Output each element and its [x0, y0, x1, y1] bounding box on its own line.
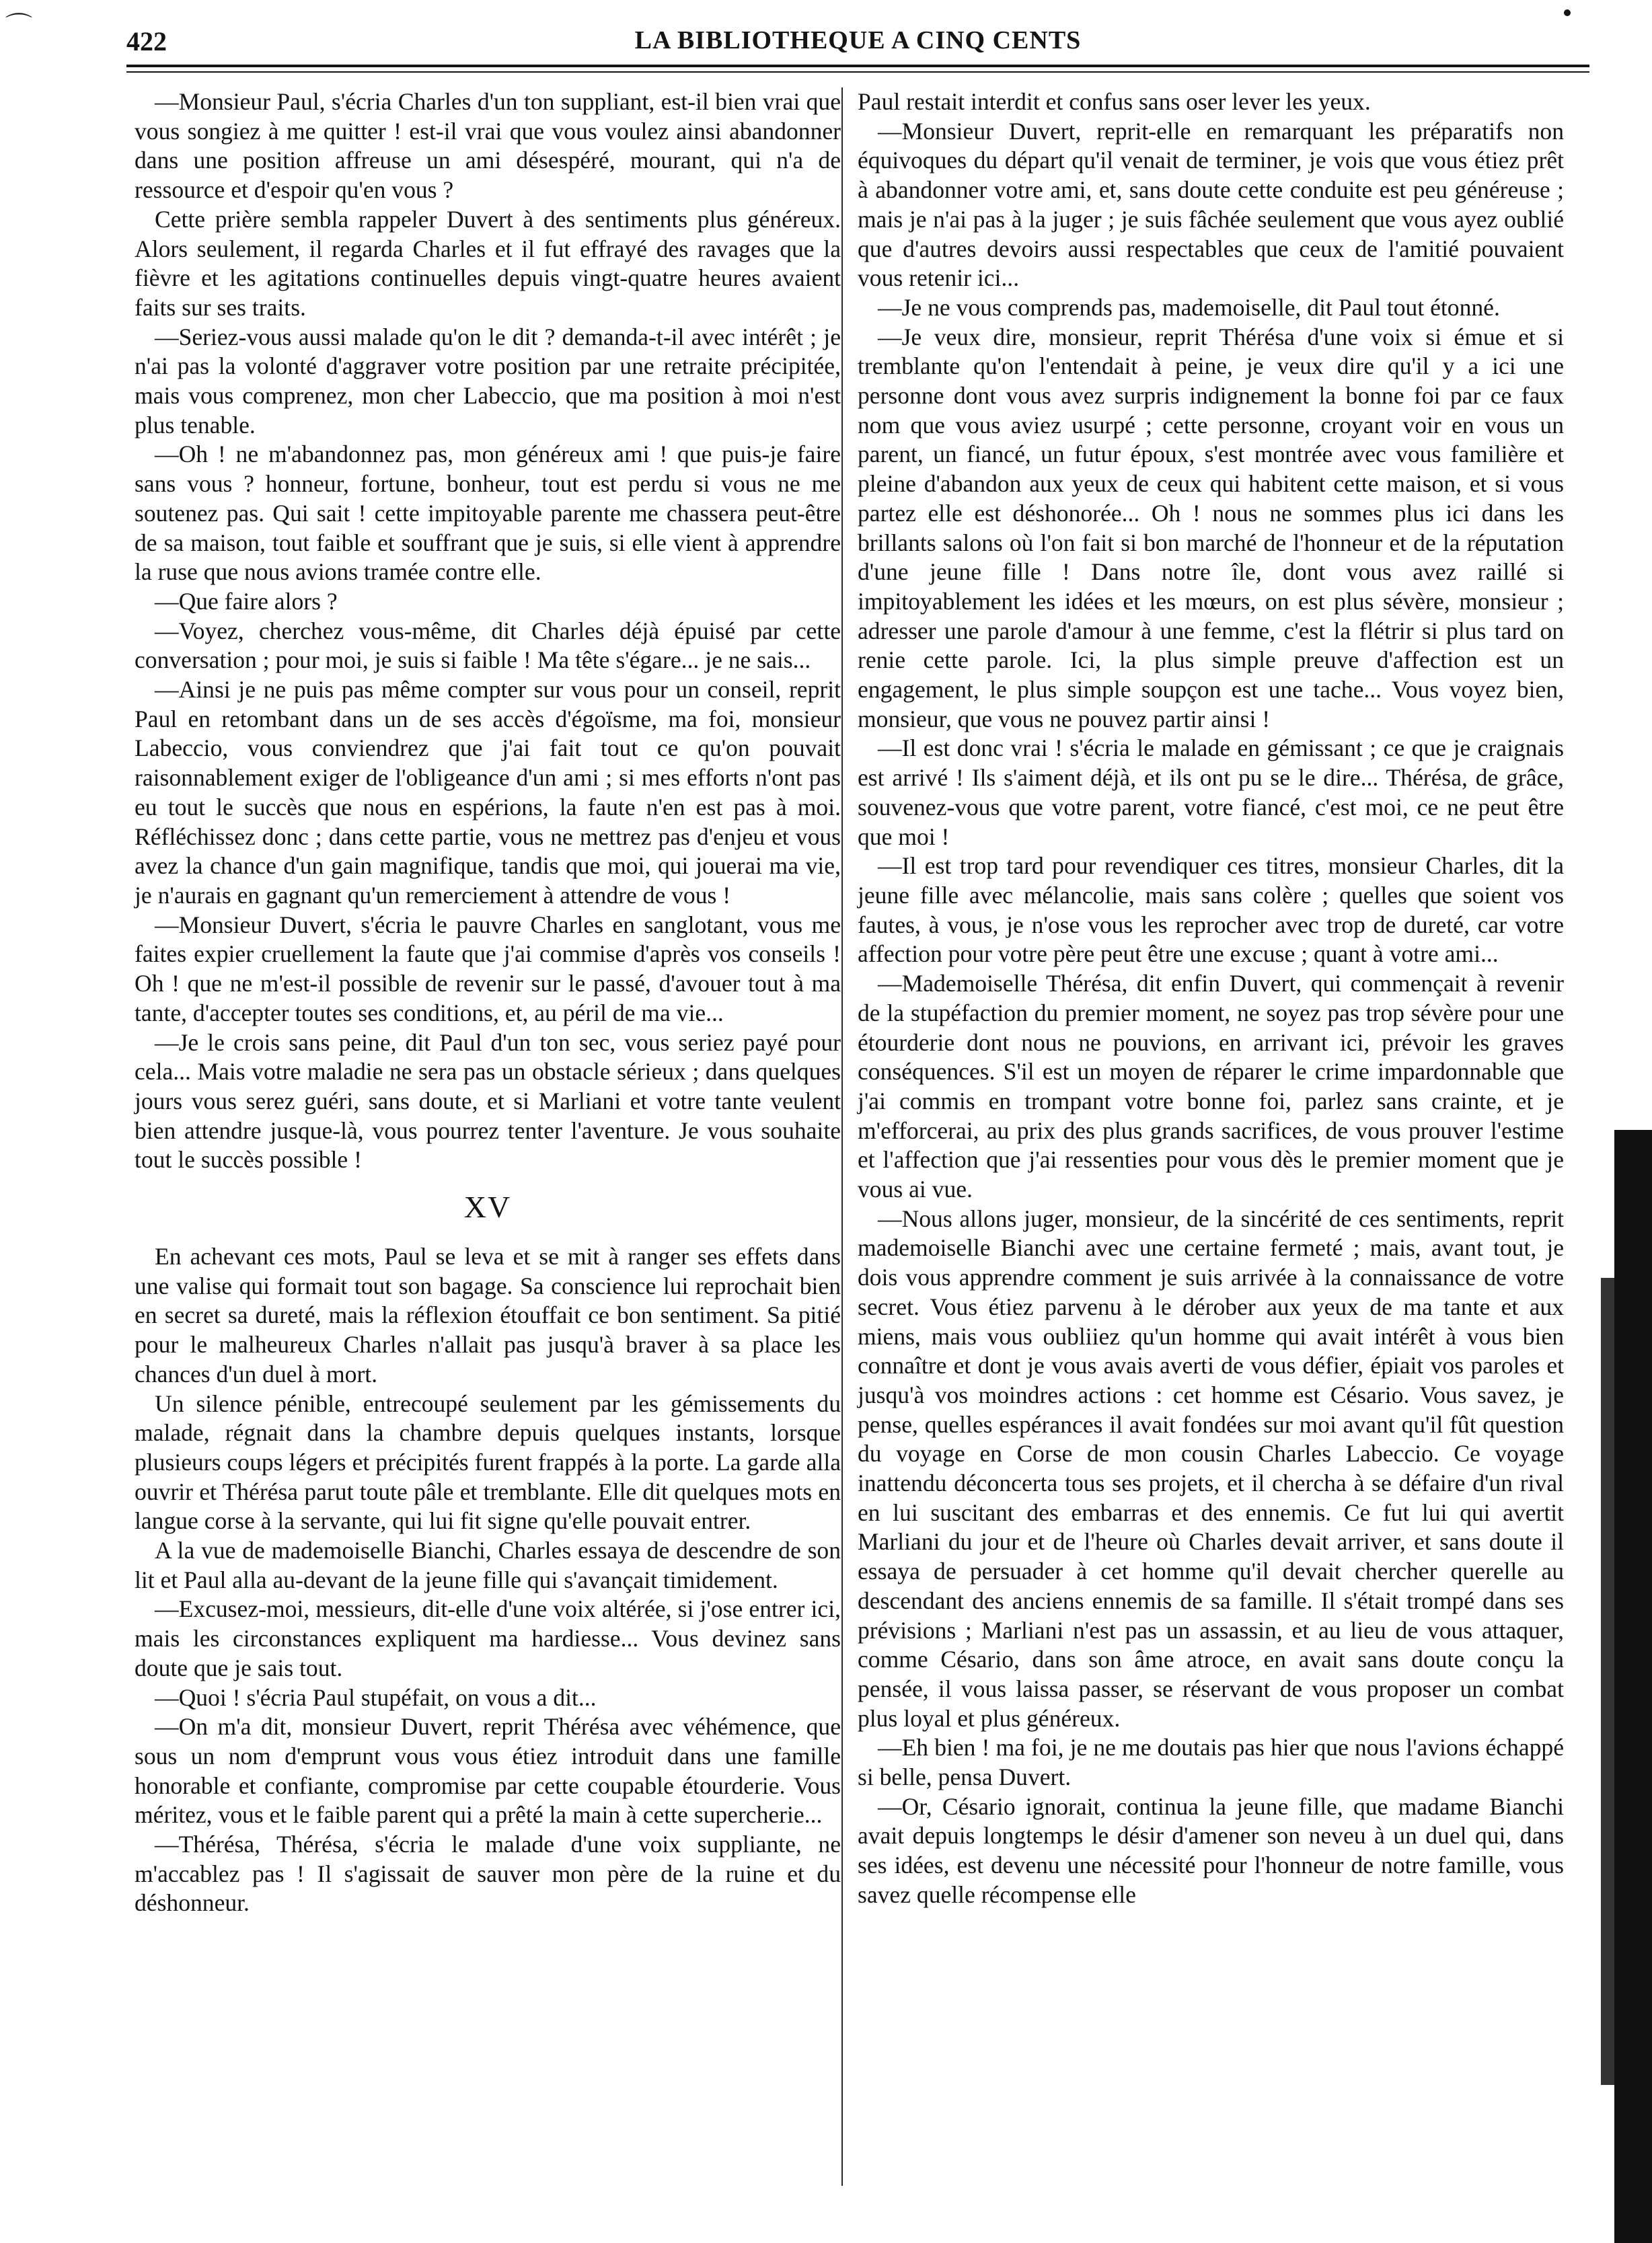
- paragraph: —Excusez-moi, messieurs, dit-elle d'une voix altérée, si j'ose entrer ici, mais les circonstances expliquent ma hardiesse... Vous devinez sans doute que je sais tout.: [135, 1595, 841, 1681]
- paragraph: —On m'a dit, monsieur Duvert, reprit Thérésa avec véhémence, que sous un nom d'emprunt vous vous étiez introduit dans une famille honorable et confiante, compromise par cette coupable étourderie. Vous méritez, vous et le faible parent qui a prêté la main à cette supercherie...: [135, 1713, 841, 1829]
- paragraph: —Il est trop tard pour revendiquer ces titres, monsieur Charles, dit la jeune fille avec mélancolie, mais sans colère ; quelles que soient vos fautes, à vous, je n'ose vous les reprocher avec trop de dureté, car votre affection pour votre père peut être une excuse ; quant à votre ami...: [858, 852, 1564, 968]
- paragraph: —Voyez, cherchez vous-même, dit Charles déjà épuisé par cette conversation ; pour moi, je suis si faible ! Ma tête s'égare... je ne sais...: [135, 617, 841, 674]
- page-number: 422: [126, 26, 167, 56]
- paragraph: —Eh bien ! ma foi, je ne me doutais pas hier que nous l'avions échappé si belle, pensa Duvert.: [858, 1734, 1564, 1791]
- header-rule-thick: [126, 65, 1589, 67]
- chapter-heading: XV: [463, 1190, 512, 1225]
- paragraph: —Ainsi je ne puis pas même compter sur vous pour un conseil, reprit Paul en retombant dans un de ses accès d'égoïsme, ma foi, monsieur Labeccio, vous conviendrez que j'ai fait tout ce qu'on pouvait raisonnablement exiger de l'obligeance d'un ami ; si mes efforts n'ont pas eu tout le succès que nous en espérions, la faute n'en est pas à moi. Réfléchissez donc ; dans cette partie, vous ne mettrez pas d'enjeu et vous avez la chance d'un gain magnifique, tandis que moi, qui jouerai ma vie, je n'aurais en gagnant qu'un remerciement à attendre de vous !: [135, 676, 841, 909]
- paragraph: —Je ne vous comprends pas, mademoiselle, dit Paul tout étonné.: [878, 293, 1500, 321]
- paragraph: A la vue de mademoiselle Bianchi, Charles essaya de descendre de son lit et Paul alla au-devant de la jeune fille qui s'avançait timidement.: [135, 1537, 841, 1593]
- paragraph: —Mademoiselle Thérésa, dit enfin Duvert, qui commençait à revenir de la stupéfaction du premier moment, ne soyez pas trop sévère pour une étourderie dont nous ne pouvions, en arrivant ici, prévoir les graves conséquences. S'il est un moyen de réparer le crime impardonnable que j'ai commis en trompant votre bonne foi, parlez sans crainte, et je m'efforcerai, au prix des plus grands sacrifices, de vous prouver l'estime et l'affection que j'ai ressenties pour vous dès le premier moment que je vous ai vue.: [858, 970, 1564, 1203]
- paragraph: —Nous allons juger, monsieur, de la sincérité de ces sentiments, reprit mademoiselle Bianchi avec une certaine fermeté ; mais, avant tout, je dois vous apprendre comment je suis arrivée à la connaissance de votre secret. Vous étiez parvenu à le dérober aux yeux de ma tante et aux miens, mais vous oubliiez qu'un homme qui avait intérêt à vous bien connaître et dont je vous avais averti de vous défier, épiait vos paroles et jusqu'à vos moindres actions : cet homme est Césario. Vous savez, je pense, quelles espérances il avait fondées sur moi avant qu'il fût question du voyage en Corse de mon cousin Charles Labeccio. Ce voyage inattendu déconcerta tous ses projets, et il chercha à se défaire d'un rival en lui suscitant des embarras et des ennemis. Ce fut lui qui avertit Marliani du jour et de l'heure où Charles devait arriver, et sans doute il essaya de persuader à cet homme qu'il devait chercher querelle au descendant des anciens ennemis de sa famille. Il s'était trompé dans ses prévisions ; Marliani n'est pas un assassin, et au lieu de vous attaquer, comme Césario, dans son âme atroce, en avait sans doute conçu la pensée, il vous laissa passer, se réservant de vous proposer un combat plus loyal et plus généreux.: [858, 1205, 1564, 1732]
- paragraph: —Je le crois sans peine, dit Paul d'un ton sec, vous seriez payé pour cela... Mais votre maladie ne sera pas un obstacle sérieux ; dans quelques jours vous serez guéri, sans doute, et si Marliani et votre tante veulent bien attendre jusque-là, vous pourrez tenter l'aventure. Je vous souhaite tout le succès possible !: [135, 1028, 841, 1174]
- binding-shadow-edge: [1601, 1278, 1616, 2085]
- paragraph: —Je veux dire, monsieur, reprit Thérésa d'une voix si émue et si tremblante qu'on l'entendait à peine, je veux dire qu'il y a ici une personne dont vous avez surpris indignement la bonne foi par ce faux nom que vous aviez usurpé ; cette personne, croyant voir en vous un parent, un fiancé, un futur époux, s'est montrée avec vous familière et pleine d'abandon aux yeux de ceux qui habitent cette maison, et si vous partez elle est déshonorée... Oh ! nous ne sommes plus ici dans les brillants salons où l'on fait si bon marché de l'honneur et de la réputation d'une jeune fille ! Dans notre île, dont vous avez raillé si impitoyablement les idées et les mœurs, on est plus sévère, monsieur ; adresser une parole d'amour à une femme, c'est la flétrir si plus tard on renie cette parole. Ici, la plus simple preuve d'affection est un engagement, le plus simple soupçon est une tache... Vous voyez bien, monsieur, que vous ne pouvez partir ainsi !: [858, 323, 1564, 732]
- right-column: [858, 87, 1564, 1910]
- paragraph: Un silence pénible, entrecoupé seulement par les gémissements du malade, régnait dans la chambre depuis quelques instants, lorsque plusieurs coups légers et précipités furent frappés à la porte. La garde alla ouvrir et Thérésa parut toute pâle et tremblante. Elle dit quelques mots en langue corse à la servante, qui lui fit signe qu'elle pouvait entrer.: [135, 1390, 841, 1535]
- paragraph: —Seriez-vous aussi malade qu'on le dit ? demanda-t-il avec intérêt ; je n'ai pas la volonté d'aggraver votre position par une retraite précipitée, mais vous comprenez, mon cher Labeccio, que ma position à moi n'est plus tenable.: [135, 323, 841, 439]
- ink-dot: [1564, 9, 1571, 16]
- paragraph: Paul restait interdit et confus sans oser lever les yeux.: [858, 88, 1371, 115]
- paragraph: —Il est donc vrai ! s'écria le malade en gémissant ; ce que je craignais est arrivé ! Ils s'aiment déjà, et ils ont pu se le dire... Thérésa, de grâce, souvenez-vous que votre parent, votre fiancé, c'est moi, ce ne peut être que moi !: [858, 734, 1564, 850]
- paragraph: —Oh ! ne m'abandonnez pas, mon généreux ami ! que puis-je faire sans vous ? honneur, fortune, bonheur, tout est perdu si vous ne me soutenez pas. Qui sait ! cette impitoyable parente me chassera peut-être de sa maison, tout faible et souffrant que je suis, si elle vient à apprendre la ruse que nous avions tramée contre elle.: [135, 441, 841, 586]
- binding-shadow: [1614, 1130, 1652, 2243]
- paragraph: En achevant ces mots, Paul se leva et se mit à ranger ses effets dans une valise qui formait tout son bagage. Sa conscience lui reprochait bien en secret sa dureté, mais la réflexion étouffait ce bon sentiment. Sa pitié pour le malheureux Charles n'allait pas jusqu'à braver à sa place les chances d'un duel à mort.: [135, 1243, 841, 1387]
- paragraph: —Or, Césario ignorait, continua la jeune fille, que madame Bianchi avait depuis longtemps le désir d'amener son neveu à un duel qui, dans ses idées, est devenu une nécessité pour l'honneur de notre famille, vous savez quelle récompense elle: [858, 1792, 1564, 1908]
- paragraph: —Que faire alors ?: [155, 587, 338, 615]
- corner-mark: ⌒: [5, 11, 32, 42]
- header-rule-thin: [126, 71, 1589, 73]
- right-column-paragraphs: [858, 87, 1564, 1910]
- paragraph: —Monsieur Duvert, s'écria le pauvre Charles en sanglotant, vous me faites expier cruellement la faute que j'ai commise d'après vos conseils ! Oh ! que ne m'est-il possible de revenir sur le passé, d'avouer tout à ma tante, d'accepter toutes ses conditions, et, au péril de ma vie...: [135, 911, 841, 1026]
- paragraph: —Monsieur Duvert, reprit-elle en remarquant les préparatifs non équivoques du départ qu'il venait de terminer, je vois que vous étiez prêt à abandonner votre ami, et, sans doute cette conduite est peu généreuse ; mais je n'ai pas à la juger ; je suis fâchée seulement que vous ayez oublié que d'autres devoirs aussi respectables que ceux de l'amitié pouvaient vous retenir ici...: [858, 117, 1564, 292]
- paragraph: —Quoi ! s'écria Paul stupéfait, on vous a dit...: [155, 1683, 597, 1711]
- paragraph: Cette prière sembla rappeler Duvert à des sentiments plus généreux. Alors seulement, il regarda Charles et il fut effrayé des ravages que la fièvre et les agitations continuelles depuis vingt-quatre heures avaient faits sur ses traits.: [135, 205, 841, 321]
- column-divider: [841, 87, 843, 2186]
- left-column-paragraphs: [135, 87, 841, 1175]
- chapter-paragraphs: [135, 1242, 841, 1918]
- left-column: [135, 87, 841, 1918]
- paragraph: —Thérésa, Thérésa, s'écria le malade d'une voix suppliante, ne m'accablez pas ! Il s'agissait de sauver mon père de la ruine et du déshonneur.: [135, 1831, 841, 1917]
- paragraph: —Monsieur Paul, s'écria Charles d'un ton suppliant, est-il bien vrai que vous songiez à me quitter ! est-il vrai que vous voulez ainsi abandonner dans une position affreuse un ami désespéré, mourant, qui n'a de ressource et d'espoir qu'en vous ?: [135, 88, 841, 204]
- running-title: LA BIBLIOTHEQUE A CINQ CENTS: [634, 26, 1082, 54]
- page-header: [126, 20, 1589, 63]
